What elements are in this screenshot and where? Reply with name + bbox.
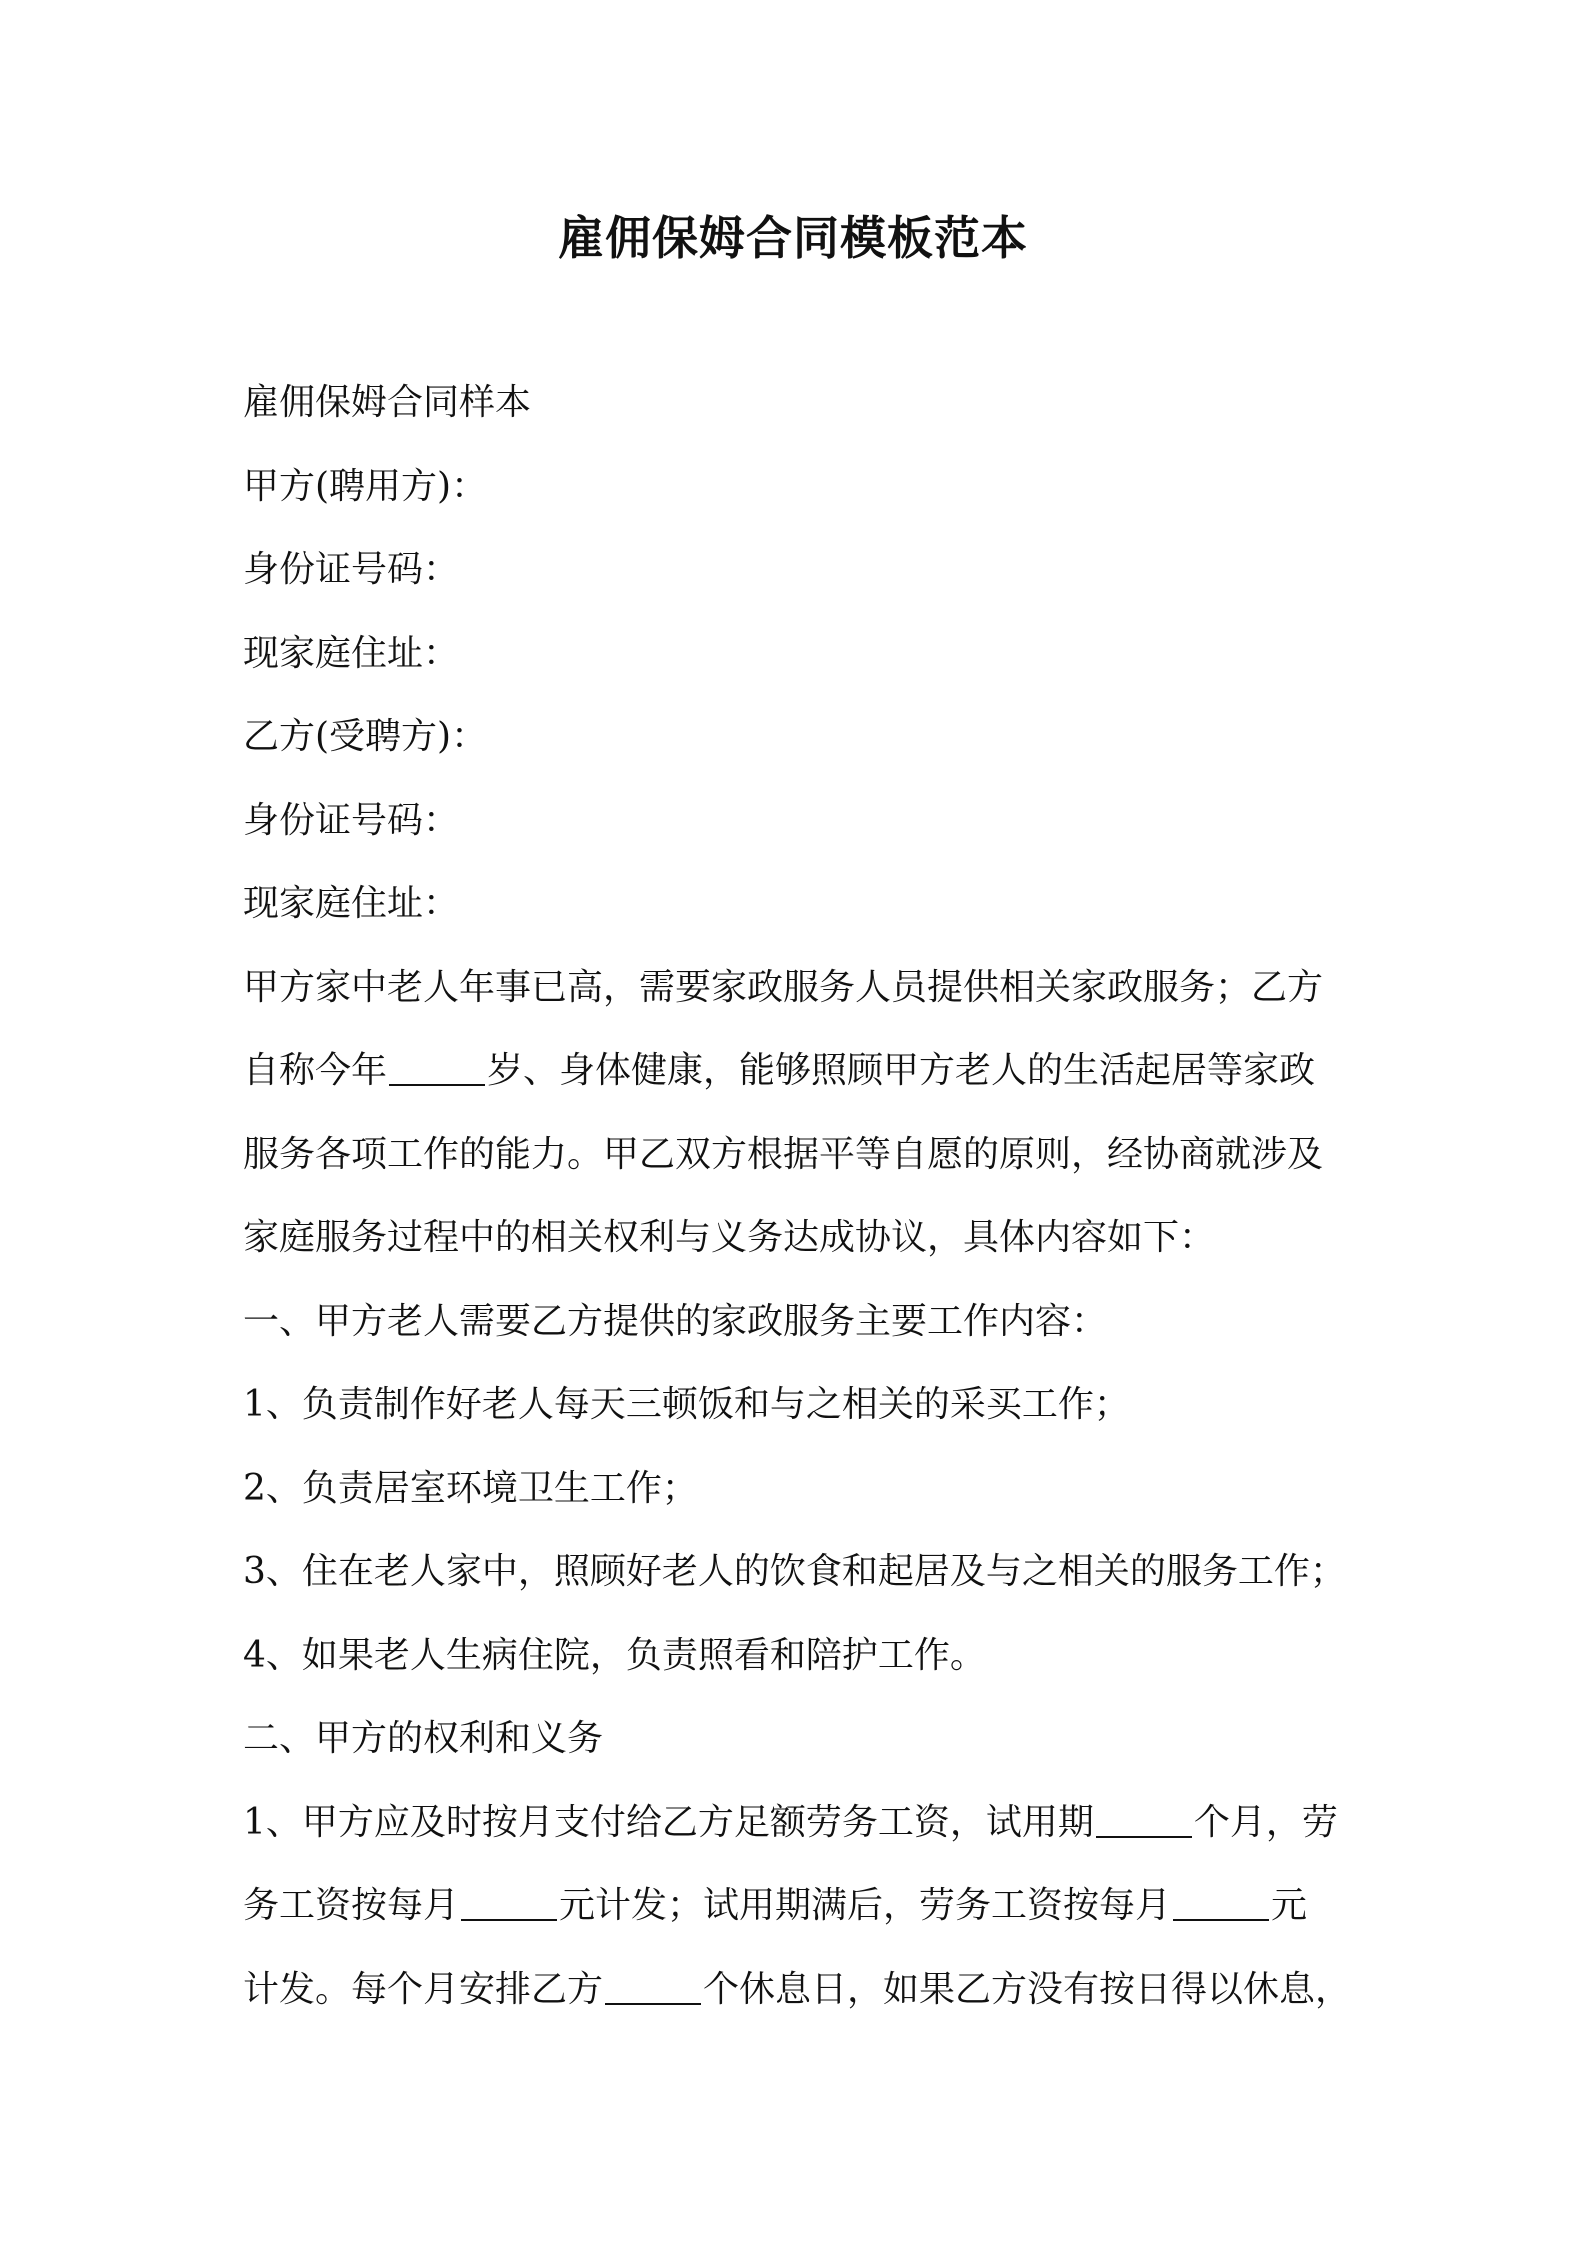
section-1-item-2: 2、负责居室环境卫生工作； — [243, 1467, 698, 1509]
intro-line-4: 家庭服务过程中的相关权利与义务达成协议，具体内容如下： — [243, 1217, 1216, 1258]
section-2-p1-line-2-part-a: 务工资按每月 — [243, 1885, 460, 1926]
party-a-label: 甲方(聘用方)： — [243, 465, 488, 507]
document-title: 雇佣保姆合同模板范本 — [558, 211, 1028, 265]
section-1-item-3: 3、住在老人家中，照顾好老人的饮食和起居及与之相关的服务工作； — [243, 1551, 1346, 1592]
intro-line-2 — [243, 1029, 1355, 1113]
section-1-item-4: 4、如果老人生病住院，负责照看和陪护工作。 — [243, 1634, 986, 1676]
section-2-p1-line-1-part-a: 1、甲方应及时按月支付给乙方足额劳务工资，试用期 — [243, 1801, 1094, 1843]
intro-line-2-part-a: 自称今年 — [243, 1050, 388, 1091]
section-2-p1-line-1-part-b: 个月，劳 — [1193, 1801, 1338, 1843]
probation-wage-blank — [461, 1883, 557, 1921]
probation-months-blank — [1096, 1800, 1192, 1838]
party-b-address-label: 现家庭住址： — [243, 883, 460, 924]
party-a-id-label: 身份证号码： — [243, 549, 460, 590]
section-2-p1-line-3 — [243, 1948, 1355, 2032]
section-2-heading: 二、甲方的权利和义务 — [243, 1718, 604, 1759]
section-2-p1-line-2-part-b: 元计发；试用期满后，劳务工资按每月 — [559, 1885, 1172, 1926]
regular-wage-blank — [1173, 1883, 1269, 1921]
intro-line-3: 服务各项工作的能力。甲乙双方根据平等自愿的原则，经协商就涉及 — [243, 1133, 1324, 1175]
section-2-p1-line-1 — [243, 1781, 1355, 1865]
party-b-label: 乙方(受聘方)： — [243, 716, 488, 757]
section-1-item-1: 1、负责制作好老人每天三顿饭和与之相关的采买工作； — [243, 1384, 1130, 1425]
intro-line-2-part-b: 岁、身体健康，能够照顾甲方老人的生活起居等家政 — [487, 1050, 1316, 1091]
section-2-p1-line-2-part-c: 元 — [1271, 1885, 1308, 1926]
age-blank — [389, 1048, 485, 1086]
section-2-p1-line-2 — [243, 1864, 1355, 1948]
section-2-p1-line-3-part-a: 计发。每个月安排乙方 — [243, 1968, 604, 2010]
section-2-p1-line-3-part-b: 个休息日，如果乙方没有按日得以休息， — [703, 1968, 1352, 2010]
document-subtitle: 雇佣保姆合同样本 — [243, 382, 532, 423]
section-1-heading: 一、甲方老人需要乙方提供的家政服务主要工作内容： — [243, 1300, 1108, 1342]
party-b-id-label: 身份证号码： — [243, 799, 460, 841]
document-body — [243, 361, 1355, 2031]
party-a-address-label: 现家庭住址： — [243, 632, 460, 674]
intro-line-1: 甲方家中老人年事已高，需要家政服务人员提供相关家政服务；乙方 — [243, 966, 1324, 1008]
rest-days-blank — [605, 1967, 701, 2005]
